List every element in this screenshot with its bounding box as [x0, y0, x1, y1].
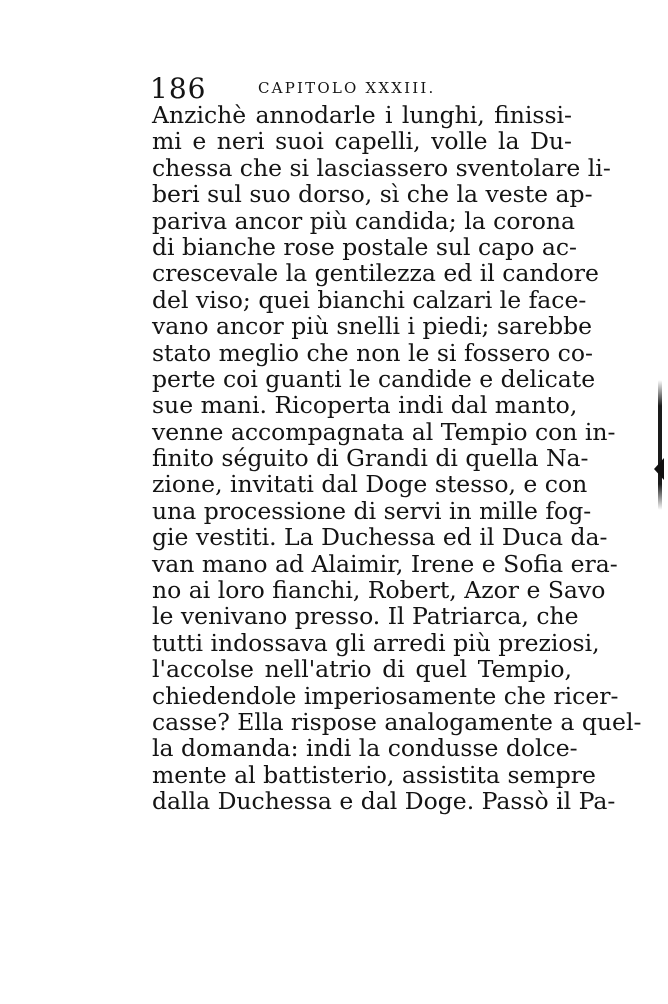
text-line: l'accolse nell'atrio di quel Tempio,	[152, 655, 572, 684]
text-line: di bianche rose postale sul capo ac-	[152, 232, 577, 261]
text-line: la domanda: indi la condusse dolce-	[152, 734, 578, 763]
text-line: sue mani. Ricoperta indi dal manto,	[152, 391, 578, 420]
text-line: zione, invitati dal Doge stesso, e con	[152, 470, 588, 499]
body-text	[152, 101, 642, 816]
running-head: CAPITOLO XXXIII.	[258, 79, 436, 97]
page-binding-edge	[658, 380, 662, 510]
text-line: le venivano presso. Il Patriarca, che	[152, 602, 579, 631]
text-line: no ai loro fianchi, Robert, Azor e Savo	[152, 576, 606, 605]
text-line: tutti indossava gli arredi più preziosi,	[152, 628, 600, 657]
text-line: venne accompagnata al Tempio con in-	[152, 417, 616, 446]
text-line: del viso; quei bianchi calzari le face-	[152, 285, 587, 314]
text-line: van mano ad Alaimir, Irene e Sofia era-	[152, 549, 618, 578]
text-line: Anzichè annodarle i lunghi, finissi-	[152, 101, 572, 129]
text-line: mi e neri suoi capelli, volle la Du-	[152, 127, 572, 156]
text-line: dalla Duchessa e dal Doge. Passò il Pa-	[152, 787, 616, 816]
text-line: crescevale la gentilezza ed il candore	[152, 259, 599, 288]
text-line: perte coi guanti le candide e delicate	[152, 364, 596, 393]
text-line: vano ancor più snelli i piedi; sarebbe	[152, 312, 593, 341]
text-line: pariva ancor più candida; la corona	[152, 206, 576, 235]
text-line: casse? Ella rispose analogamente a quel-	[152, 707, 642, 736]
text-line: beri sul suo dorso, sì che la veste ap-	[152, 180, 593, 209]
page-number: 186	[150, 72, 207, 105]
text-line: gie vestiti. La Duchessa ed il Duca da-	[152, 523, 608, 552]
text-line: mente al battisterio, assistita sempre	[152, 760, 596, 789]
text-line: una processione di servi in mille fog-	[152, 496, 592, 525]
text-line: chiedendole imperiosamente che ricer-	[152, 681, 619, 710]
text-line: stato meglio che non le si fossero co-	[152, 338, 593, 367]
text-line: chessa che si lasciassero sventolare li-	[152, 153, 611, 182]
text-line: finito séguito di Grandi di quella Na-	[152, 444, 589, 473]
